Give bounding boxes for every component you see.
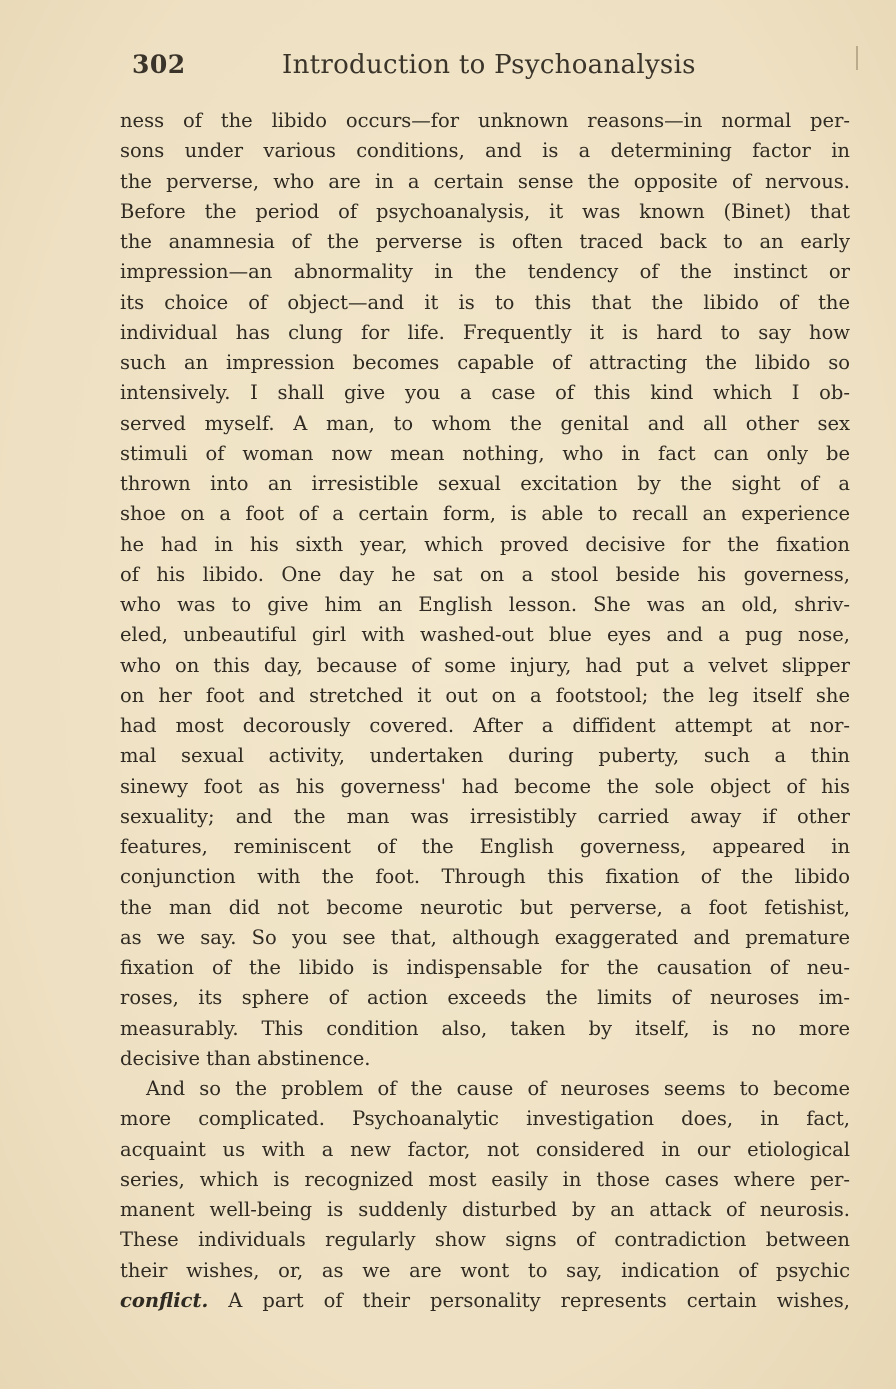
text-line: sexuality; and the man was irresistibly carried away if other bbox=[120, 804, 850, 828]
text-line: had most decorously covered. After a diffident attempt at nor- bbox=[120, 714, 850, 737]
emphasized-word: conflict. bbox=[120, 1288, 209, 1312]
text-line: the anamnesia of the perverse is often traced back to an early bbox=[120, 230, 850, 253]
text-line: more complicated. Psychoanalytic investigation does, in fact, bbox=[120, 1107, 850, 1131]
text-line: intensively. I shall give you a case of this kind which I ob- bbox=[120, 381, 850, 405]
text-line: ness of the libido occurs—for unknown reasons—in normal per- bbox=[120, 109, 850, 132]
text-line: of his libido. One day he sat on a stool beside his governess, bbox=[120, 562, 850, 586]
text-line: decisive than abstinence. bbox=[120, 1046, 371, 1070]
text-line: Before the period of psychoanalysis, it was known (Binet) that bbox=[120, 199, 850, 223]
text-line: manent well-being is suddenly disturbed by an attack of neurosis. bbox=[120, 1198, 850, 1221]
text-line: their wishes, or, as we are wont to say, indication of psychic bbox=[120, 1258, 850, 1282]
text-line: sinewy foot as his governess' had become the sole object of his bbox=[120, 774, 850, 798]
paragraph bbox=[120, 106, 850, 1074]
text-line: eled, unbeautiful girl with washed-out blue eyes and a pug nose, bbox=[120, 623, 850, 647]
body-text bbox=[120, 106, 850, 1316]
text-line: These individuals regularly show signs of contradiction between bbox=[120, 1228, 850, 1252]
running-head bbox=[132, 50, 852, 86]
text-line: shoe on a foot of a certain form, is able to recall an experience bbox=[120, 502, 850, 526]
text-line: who was to give him an English lesson. She was an old, shriv- bbox=[120, 593, 850, 616]
page-number: 302 bbox=[132, 50, 186, 79]
text-line: features, reminiscent of the English governess, appeared in bbox=[120, 835, 850, 858]
page-edge-mark bbox=[856, 46, 858, 70]
text-line: And so the problem of the cause of neuroses seems to become bbox=[146, 1077, 850, 1100]
text-line bbox=[120, 1286, 850, 1316]
text-line: the man did not become neurotic but perverse, a foot fetishist, bbox=[120, 895, 850, 919]
text-line: impression—an abnormality in the tendency of the instinct or bbox=[120, 260, 850, 284]
text-line: the perverse, who are in a certain sense the opposite of nervous. bbox=[120, 169, 850, 193]
text-line: as we say. So you see that, although exaggerated and premature bbox=[120, 925, 850, 949]
text-line: stimuli of woman now mean nothing, who in fact can only be bbox=[120, 441, 850, 465]
text-line: individual has clung for life. Frequently it is hard to say how bbox=[120, 320, 850, 344]
text-line: series, which is recognized most easily in those cases where per- bbox=[120, 1167, 850, 1191]
text-line: fixation of the libido is indispensable for the causation of neu- bbox=[120, 956, 850, 979]
text-line: thrown into an irresistible sexual excitation by the sight of a bbox=[120, 472, 850, 495]
text-line: mal sexual activity, undertaken during puberty, such a thin bbox=[120, 744, 850, 768]
text-line: he had in his sixth year, which proved decisive for the fixation bbox=[120, 532, 850, 556]
text-line: on her foot and stretched it out on a footstool; the leg itself she bbox=[120, 683, 850, 707]
text-line: sons under various conditions, and is a determining factor in bbox=[120, 139, 850, 163]
text-line: acquaint us with a new factor, not considered in our etiological bbox=[120, 1137, 850, 1161]
paragraph bbox=[120, 1074, 850, 1286]
running-title: Introduction to Psychoanalysis bbox=[282, 50, 696, 80]
text-line: measurably. This condition also, taken by itself, is no more bbox=[120, 1016, 850, 1040]
text-line: who on this day, because of some injury, had put a velvet slipper bbox=[120, 653, 850, 677]
text-line: conjunction with the foot. Through this fixation of the libido bbox=[120, 865, 850, 889]
text-line: served myself. A man, to whom the genital and all other sex bbox=[120, 411, 850, 435]
text-line: its choice of object—and it is to this that the libido of the bbox=[120, 290, 850, 314]
text-line-rest: A part of their personality represents certain wishes, bbox=[208, 1288, 850, 1312]
text-line: such an impression becomes capable of attracting the libido so bbox=[120, 351, 850, 374]
text-line: roses, its sphere of action exceeds the limits of neuroses im- bbox=[120, 986, 850, 1010]
